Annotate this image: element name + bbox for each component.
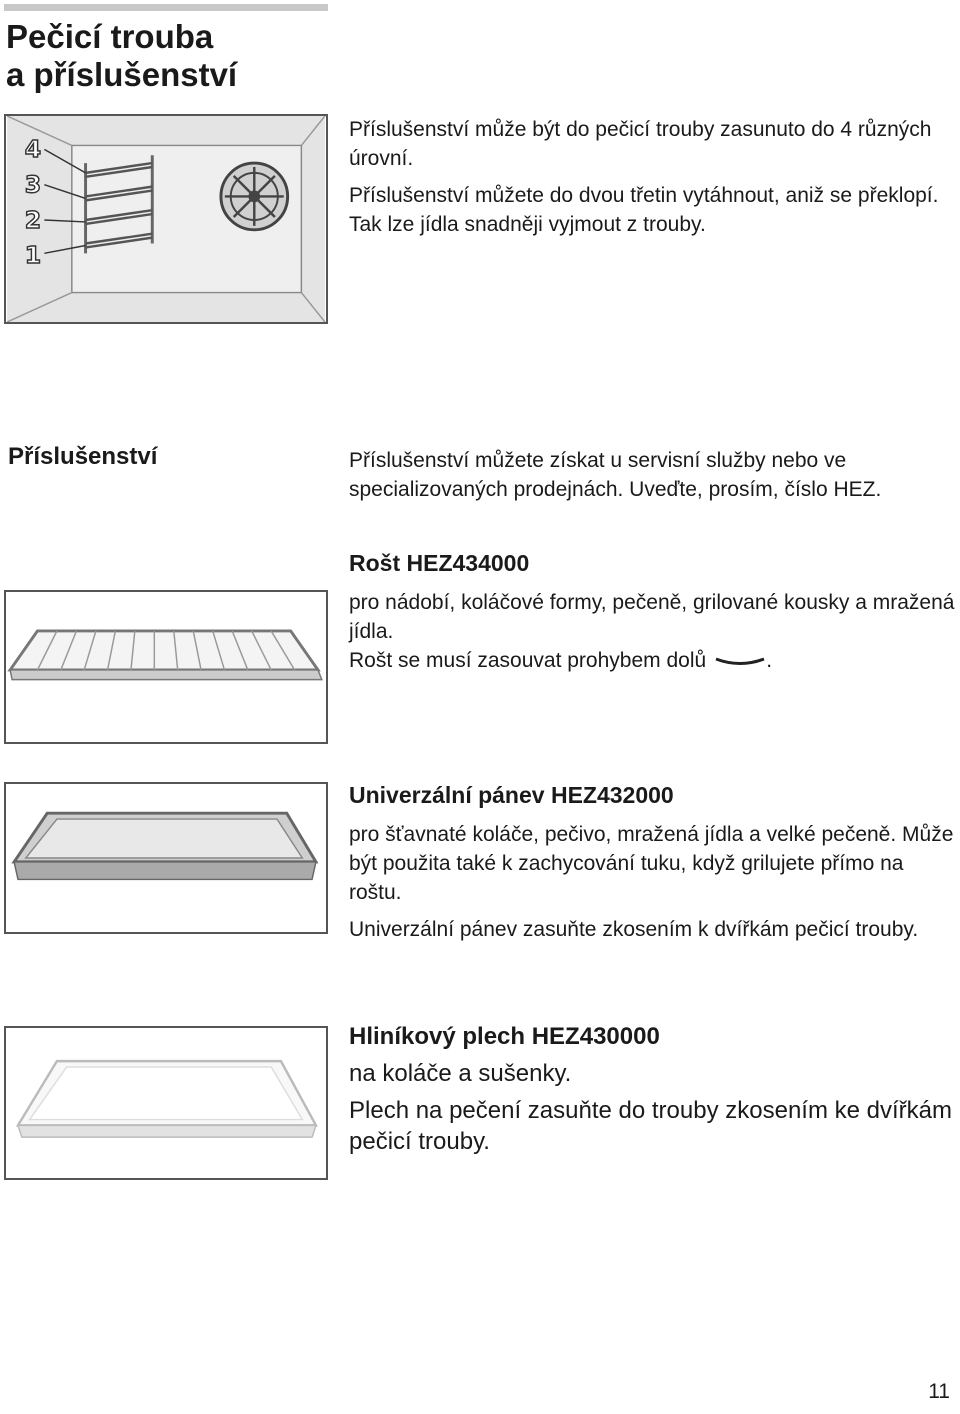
level-label-3: 3	[24, 170, 42, 199]
universal-pan-note: Univerzální pánev zasuňte zkosením k dvířkám pečicí trouby.	[349, 918, 919, 941]
title-line-1: Pečicí trouba	[6, 18, 214, 55]
bend-down-icon	[714, 654, 766, 668]
levels-paragraph-1: Příslušenství může být do pečicí trouby zasunuto do 4 různých úrovní.	[349, 118, 932, 170]
rack-note-text: Rošt se musí zasouvat prohybem dolů	[349, 649, 707, 672]
page-number: 11	[928, 1380, 950, 1403]
rack-description: pro nádobí, koláčové formy, pečeně, grilované kousky a mražená jídla.	[349, 591, 955, 643]
oven-illustration	[6, 116, 326, 322]
universal-pan-description: pro šťavnaté koláče, pečivo, mražená jídla a velké pečeně. Může být použita také k zachycování tuku, když grilujete přímo na roštu.	[349, 823, 954, 904]
rack-text	[349, 548, 955, 675]
universal-pan-text	[349, 780, 955, 944]
aluminium-tray-text	[349, 1022, 955, 1157]
aluminium-tray-note: Plech na pečení zasuňte do trouby zkosením ke dvířkám pečicí trouby.	[349, 1097, 952, 1155]
header-bar	[4, 4, 328, 11]
accessories-intro-text: Příslušenství můžete získat u servisní služby nebo ve specializovaných prodejnách. Uveďte, prosím, číslo HEZ.	[349, 449, 882, 501]
levels-paragraph-2: Příslušenství můžete do dvou třetin vytáhnout, aniž se překlopí. Tak lze jídla snadněji vyjmout z trouby.	[349, 184, 939, 236]
accessories-heading: Příslušenství	[8, 443, 158, 470]
rack-image	[4, 590, 328, 744]
universal-pan-illustration	[6, 784, 326, 932]
level-label-4: 4	[24, 135, 42, 164]
levels-text	[349, 115, 955, 239]
aluminium-tray-image	[4, 1026, 328, 1180]
title-line-2: a příslušenství	[6, 56, 238, 93]
universal-pan-title: Univerzální pánev HEZ432000	[349, 782, 674, 808]
level-label-1: 1	[24, 241, 42, 270]
aluminium-tray-title: Hliníkový plech HEZ430000	[349, 1023, 660, 1050]
rack-title: Rošt HEZ434000	[349, 550, 530, 576]
page-title	[6, 18, 237, 94]
universal-pan-image	[4, 782, 328, 934]
accessories-intro	[349, 446, 955, 504]
aluminium-tray-illustration	[6, 1028, 326, 1178]
level-label-2: 2	[24, 205, 42, 234]
rack-note-end: .	[766, 649, 773, 672]
wire-rack-illustration	[6, 592, 326, 742]
oven-levels-image	[4, 114, 328, 324]
rack-note	[349, 646, 955, 675]
aluminium-tray-description: na koláče a sušenky.	[349, 1060, 572, 1087]
